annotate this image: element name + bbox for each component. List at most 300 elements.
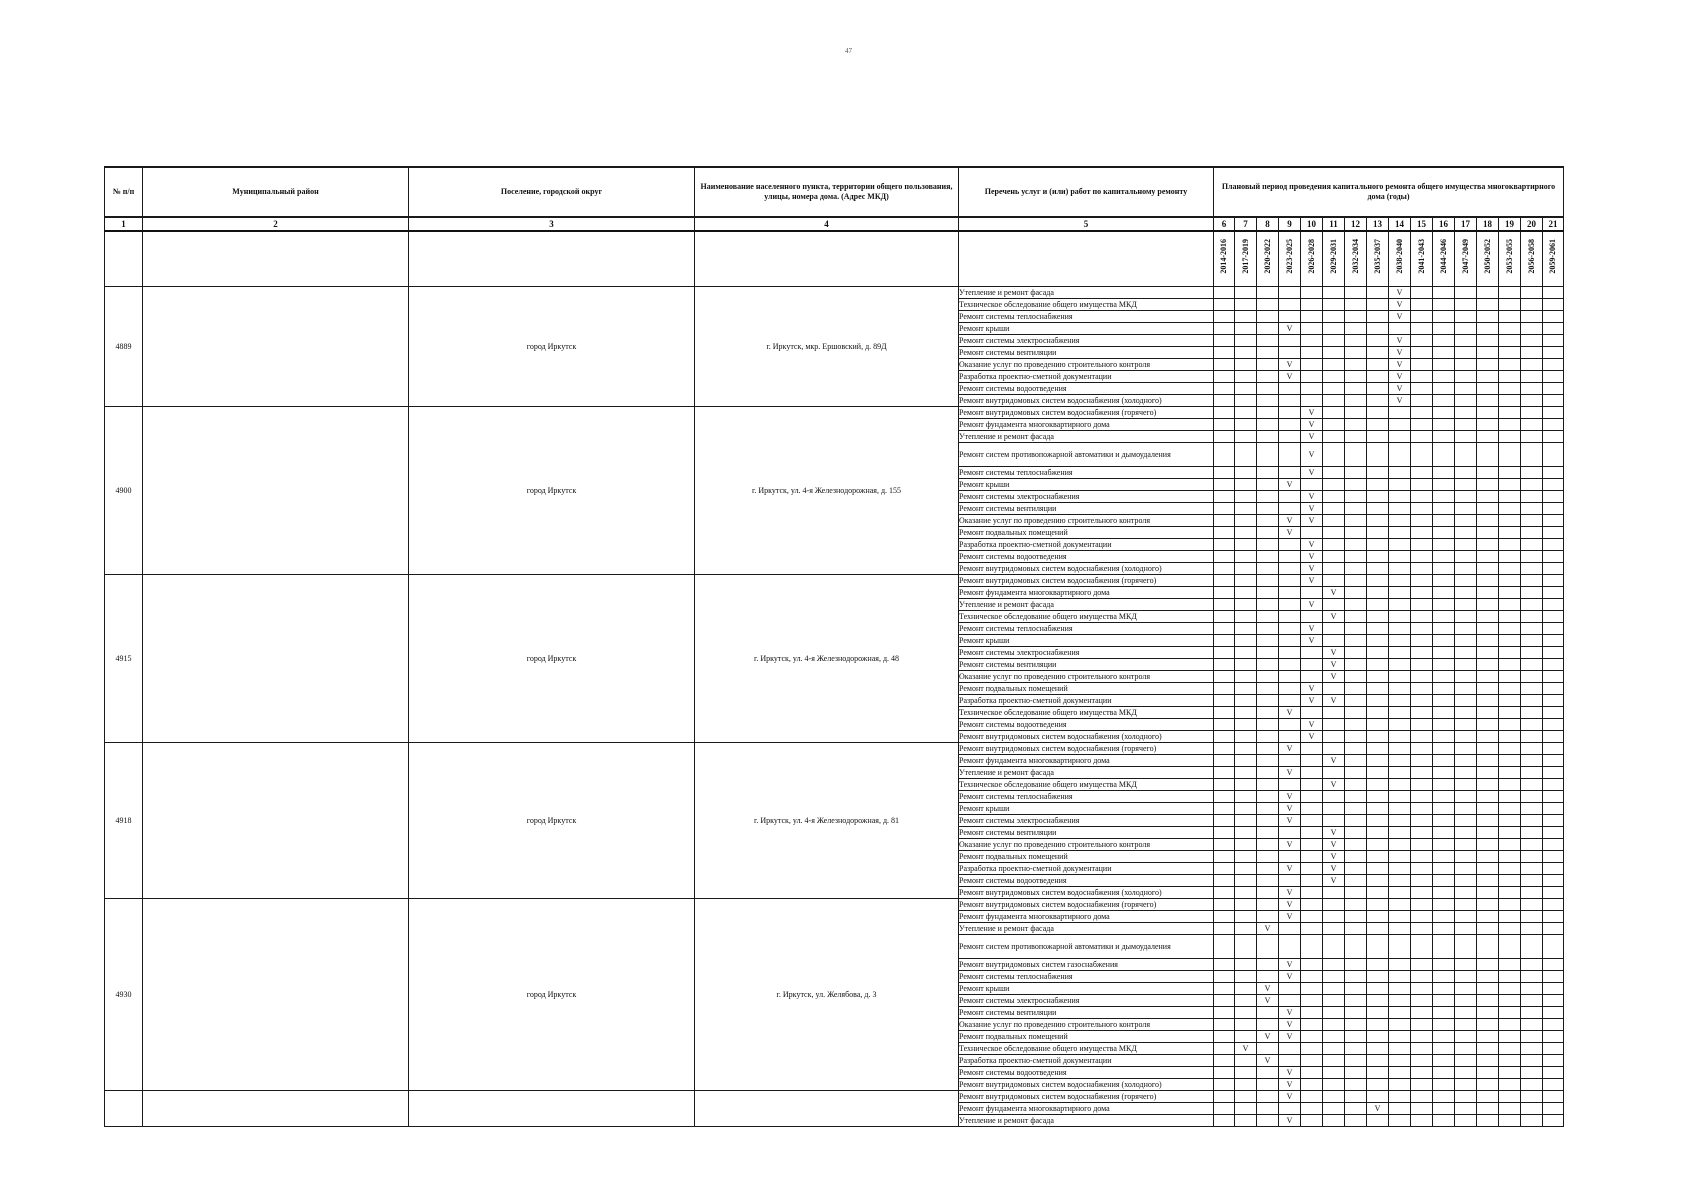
year-cell xyxy=(1433,347,1455,359)
year-cell xyxy=(1257,323,1279,335)
year-cell xyxy=(1389,395,1411,407)
year-cell xyxy=(1279,971,1301,983)
year-cell xyxy=(1367,959,1389,971)
year-cell xyxy=(1323,587,1345,599)
year-cell xyxy=(1235,779,1257,791)
year-cell xyxy=(1235,959,1257,971)
year-cell xyxy=(1235,467,1257,479)
year-cell xyxy=(1323,755,1345,767)
year-cell xyxy=(1543,311,1564,323)
year-label: 2041-2043 xyxy=(1416,239,1426,274)
year-cell xyxy=(1367,887,1389,899)
address-cell: г. Иркутск, мкр. Ершовский, д. 89Д xyxy=(695,287,959,407)
service-cell: Ремонт крыши xyxy=(959,803,1214,815)
year-cell xyxy=(1411,983,1433,995)
year-cell xyxy=(1323,479,1345,491)
year-cell xyxy=(1521,359,1543,371)
year-cell xyxy=(1279,503,1301,515)
year-cell xyxy=(1411,911,1433,923)
year-cell xyxy=(1543,1043,1564,1055)
year-cell xyxy=(1433,707,1455,719)
year-cell xyxy=(1345,791,1367,803)
year-cell xyxy=(1411,971,1433,983)
year-cell xyxy=(1323,599,1345,611)
year-cell xyxy=(1499,335,1521,347)
year-cell xyxy=(1367,875,1389,887)
year-cell xyxy=(1521,551,1543,563)
year-cell xyxy=(1235,971,1257,983)
year-cell xyxy=(1279,731,1301,743)
year-cell xyxy=(1477,971,1499,983)
year-cell xyxy=(1301,1055,1323,1067)
year-cell xyxy=(1433,371,1455,383)
year-cell xyxy=(1455,1043,1477,1055)
plan-mark: V xyxy=(1374,1104,1381,1113)
year-cell xyxy=(1235,983,1257,995)
year-cell xyxy=(1214,815,1235,827)
plan-mark: V xyxy=(1330,840,1337,849)
year-cell xyxy=(1499,371,1521,383)
year-cell xyxy=(1411,851,1433,863)
year-cell xyxy=(1235,1079,1257,1091)
year-cell xyxy=(1214,371,1235,383)
year-cell xyxy=(1301,695,1323,707)
year-cell xyxy=(1433,1031,1455,1043)
year-cell xyxy=(1499,539,1521,551)
year-cell xyxy=(1279,959,1301,971)
year-cell xyxy=(1455,875,1477,887)
year-cell xyxy=(1477,527,1499,539)
year-cell xyxy=(1521,935,1543,959)
service-cell: Ремонт системы теплоснабжения xyxy=(959,791,1214,803)
year-cell xyxy=(1367,299,1389,311)
year-cell xyxy=(1214,995,1235,1007)
year-cell xyxy=(1455,1019,1477,1031)
year-cell xyxy=(1477,803,1499,815)
year-cell xyxy=(1521,515,1543,527)
year-cell xyxy=(1499,359,1521,371)
year-cell xyxy=(1367,1091,1389,1103)
year-label: 2056-2058 xyxy=(1526,239,1536,274)
year-cell xyxy=(1389,791,1411,803)
year-cell xyxy=(1257,767,1279,779)
year-cell xyxy=(1433,503,1455,515)
year-cell xyxy=(1521,899,1543,911)
year-cell xyxy=(1235,731,1257,743)
year-cell xyxy=(1521,755,1543,767)
year-cell xyxy=(1389,659,1411,671)
year-cell xyxy=(1367,923,1389,935)
year-cell xyxy=(1543,791,1564,803)
year-cell xyxy=(1367,863,1389,875)
plan-mark: V xyxy=(1242,1044,1249,1053)
year-cell xyxy=(1521,827,1543,839)
service-cell: Оказание услуг по проведению строительного контроля xyxy=(959,1019,1214,1031)
year-cell xyxy=(1214,767,1235,779)
year-cell xyxy=(1389,767,1411,779)
year-cell xyxy=(1301,395,1323,407)
plan-mark: V xyxy=(1308,600,1315,609)
plan-mark: V xyxy=(1286,1080,1293,1089)
year-cell xyxy=(1301,887,1323,899)
year-cell xyxy=(1323,503,1345,515)
year-cell xyxy=(1279,299,1301,311)
year-cell xyxy=(1345,575,1367,587)
year-cell xyxy=(1301,827,1323,839)
year-cell xyxy=(1477,575,1499,587)
year-cell xyxy=(1411,479,1433,491)
year-cell xyxy=(1543,347,1564,359)
year-cell xyxy=(1214,899,1235,911)
year-cell xyxy=(1433,803,1455,815)
year-cell xyxy=(1345,1019,1367,1031)
year-cell xyxy=(1499,743,1521,755)
year-cell xyxy=(1455,335,1477,347)
year-cell xyxy=(1235,335,1257,347)
year-cell xyxy=(1411,1031,1433,1043)
column-number: 2 xyxy=(143,217,409,231)
address-cell xyxy=(695,1091,959,1127)
year-cell xyxy=(1477,323,1499,335)
year-header xyxy=(1279,231,1301,287)
year-cell xyxy=(1411,611,1433,623)
year-cell xyxy=(1323,299,1345,311)
record-number: 4930 xyxy=(105,899,143,1091)
service-cell: Ремонт внутридомовых систем водоснабжения (холодного) xyxy=(959,1079,1214,1091)
district-cell xyxy=(143,575,409,743)
service-cell: Ремонт фундамента многоквартирного дома xyxy=(959,419,1214,431)
year-cell xyxy=(1345,851,1367,863)
year-cell xyxy=(1521,503,1543,515)
year-cell xyxy=(1279,1019,1301,1031)
year-cell xyxy=(1411,827,1433,839)
year-cell xyxy=(1433,479,1455,491)
year-cell xyxy=(1499,1055,1521,1067)
year-cell xyxy=(1543,995,1564,1007)
year-cell xyxy=(1455,827,1477,839)
year-cell xyxy=(1433,1115,1455,1127)
year-cell xyxy=(1477,491,1499,503)
year-cell xyxy=(1389,407,1411,419)
year-cell xyxy=(1301,983,1323,995)
year-cell xyxy=(1499,383,1521,395)
year-cell xyxy=(1279,1115,1301,1127)
year-cell xyxy=(1301,323,1323,335)
year-label: 2038-2040 xyxy=(1394,239,1404,274)
year-cell xyxy=(1257,971,1279,983)
year-cell xyxy=(1323,995,1345,1007)
year-cell xyxy=(1543,671,1564,683)
year-cell xyxy=(1477,647,1499,659)
year-cell xyxy=(1477,791,1499,803)
year-cell xyxy=(1499,899,1521,911)
year-cell xyxy=(1433,299,1455,311)
year-cell xyxy=(1367,815,1389,827)
year-cell xyxy=(1323,1091,1345,1103)
year-cell xyxy=(1323,491,1345,503)
year-cell xyxy=(1455,683,1477,695)
year-cell xyxy=(1543,803,1564,815)
year-cell xyxy=(1323,1043,1345,1055)
year-cell xyxy=(1521,371,1543,383)
year-cell xyxy=(1499,551,1521,563)
year-cell xyxy=(1389,467,1411,479)
year-cell xyxy=(1214,1007,1235,1019)
year-cell xyxy=(1235,1007,1257,1019)
year-cell xyxy=(1345,299,1367,311)
year-cell xyxy=(1499,1067,1521,1079)
year-cell xyxy=(1279,671,1301,683)
year-cell xyxy=(1477,587,1499,599)
record-number xyxy=(105,1091,143,1127)
year-cell xyxy=(1235,443,1257,467)
year-cell xyxy=(1433,287,1455,299)
year-cell xyxy=(1214,779,1235,791)
year-cell xyxy=(1389,551,1411,563)
year-cell xyxy=(1477,743,1499,755)
year-cell xyxy=(1257,695,1279,707)
year-cell xyxy=(1477,287,1499,299)
year-cell xyxy=(1235,1019,1257,1031)
year-cell xyxy=(1323,875,1345,887)
year-cell xyxy=(1235,707,1257,719)
year-cell xyxy=(1214,827,1235,839)
year-cell xyxy=(1521,599,1543,611)
year-label: 2059-2061 xyxy=(1548,239,1557,274)
year-cell xyxy=(1411,743,1433,755)
year-cell xyxy=(1257,515,1279,527)
year-cell xyxy=(1257,983,1279,995)
year-cell xyxy=(1367,983,1389,995)
year-cell xyxy=(1389,599,1411,611)
year-cell xyxy=(1235,695,1257,707)
year-header xyxy=(1257,231,1279,287)
year-cell xyxy=(1477,851,1499,863)
year-cell xyxy=(1521,911,1543,923)
year-cell xyxy=(1214,755,1235,767)
year-cell xyxy=(1389,707,1411,719)
year-cell xyxy=(1214,407,1235,419)
year-cell xyxy=(1389,911,1411,923)
year-cell xyxy=(1301,347,1323,359)
year-cell xyxy=(1433,383,1455,395)
year-cell xyxy=(1214,971,1235,983)
year-cell xyxy=(1389,359,1411,371)
service-cell: Ремонт крыши xyxy=(959,635,1214,647)
year-cell xyxy=(1367,347,1389,359)
year-cell xyxy=(1323,791,1345,803)
year-cell xyxy=(1499,587,1521,599)
year-cell xyxy=(1433,887,1455,899)
year-cell xyxy=(1301,479,1323,491)
year-cell xyxy=(1455,635,1477,647)
year-cell xyxy=(1477,551,1499,563)
service-cell: Ремонт системы электроснабжения xyxy=(959,995,1214,1007)
year-cell xyxy=(1301,407,1323,419)
year-cell xyxy=(1521,299,1543,311)
year-label: 2035-2037 xyxy=(1372,239,1382,274)
year-cell xyxy=(1455,575,1477,587)
year-cell xyxy=(1521,383,1543,395)
year-cell xyxy=(1411,1067,1433,1079)
year-cell xyxy=(1235,755,1257,767)
year-cell xyxy=(1455,1007,1477,1019)
year-cell xyxy=(1543,479,1564,491)
year-cell xyxy=(1279,563,1301,575)
year-cell xyxy=(1543,659,1564,671)
table-row xyxy=(105,1091,1564,1103)
service-cell: Ремонт системы вентиляции xyxy=(959,659,1214,671)
year-cell xyxy=(1477,335,1499,347)
year-cell xyxy=(1279,683,1301,695)
service-cell: Оказание услуг по проведению строительного контроля xyxy=(959,839,1214,851)
year-cell xyxy=(1477,599,1499,611)
year-cell xyxy=(1455,983,1477,995)
district-cell xyxy=(143,287,409,407)
year-cell xyxy=(1323,1079,1345,1091)
year-cell xyxy=(1499,695,1521,707)
year-cell xyxy=(1257,911,1279,923)
year-cell xyxy=(1499,659,1521,671)
year-cell xyxy=(1214,839,1235,851)
year-cell xyxy=(1323,335,1345,347)
plan-mark: V xyxy=(1330,876,1337,885)
year-cell xyxy=(1235,827,1257,839)
year-cell xyxy=(1323,1067,1345,1079)
year-cell xyxy=(1323,647,1345,659)
table-body xyxy=(105,287,1564,1127)
service-cell: Ремонт фундамента многоквартирного дома xyxy=(959,587,1214,599)
year-cell xyxy=(1521,1043,1543,1055)
year-cell xyxy=(1345,287,1367,299)
year-cell xyxy=(1389,527,1411,539)
year-cell xyxy=(1455,1091,1477,1103)
year-cell xyxy=(1433,755,1455,767)
year-cell xyxy=(1367,767,1389,779)
service-cell: Ремонт внутридомовых систем водоснабжения (холодного) xyxy=(959,395,1214,407)
year-cell xyxy=(1301,995,1323,1007)
year-cell xyxy=(1323,899,1345,911)
year-cell xyxy=(1301,587,1323,599)
year-cell xyxy=(1389,971,1411,983)
year-cell xyxy=(1279,407,1301,419)
year-label: 2026-2028 xyxy=(1306,239,1316,274)
year-cell xyxy=(1345,335,1367,347)
column-number: 11 xyxy=(1323,217,1345,231)
service-cell: Ремонт систем противопожарной автоматики и дымоудаления xyxy=(959,935,1214,959)
year-cell xyxy=(1477,899,1499,911)
year-cell xyxy=(1214,983,1235,995)
year-cell xyxy=(1521,491,1543,503)
year-cell xyxy=(1433,983,1455,995)
year-cell xyxy=(1301,815,1323,827)
plan-mark: V xyxy=(1396,384,1403,393)
year-cell xyxy=(1411,431,1433,443)
year-cell xyxy=(1345,623,1367,635)
year-cell xyxy=(1367,839,1389,851)
year-cell xyxy=(1235,647,1257,659)
year-cell xyxy=(1257,659,1279,671)
plan-mark: V xyxy=(1308,624,1315,633)
year-cell xyxy=(1543,599,1564,611)
year-header xyxy=(1301,231,1323,287)
year-cell xyxy=(1235,719,1257,731)
year-cell xyxy=(1323,527,1345,539)
year-cell xyxy=(1235,743,1257,755)
year-cell xyxy=(1257,935,1279,959)
year-cell xyxy=(1235,383,1257,395)
year-cell xyxy=(1499,575,1521,587)
column-number: 12 xyxy=(1345,217,1367,231)
year-cell xyxy=(1279,1055,1301,1067)
year-cell xyxy=(1411,767,1433,779)
year-cell xyxy=(1499,431,1521,443)
year-cell xyxy=(1433,1055,1455,1067)
year-cell xyxy=(1367,383,1389,395)
year-cell xyxy=(1257,311,1279,323)
year-cell xyxy=(1214,323,1235,335)
plan-mark: V xyxy=(1286,1032,1293,1041)
year-cell xyxy=(1389,779,1411,791)
column-number: 9 xyxy=(1279,217,1301,231)
year-cell xyxy=(1367,527,1389,539)
year-cell xyxy=(1301,1079,1323,1091)
year-cell xyxy=(1367,743,1389,755)
year-cell xyxy=(1499,707,1521,719)
plan-mark: V xyxy=(1286,1116,1293,1125)
plan-mark: V xyxy=(1286,1068,1293,1077)
year-cell xyxy=(1521,1115,1543,1127)
year-cell xyxy=(1257,563,1279,575)
year-cell xyxy=(1345,383,1367,395)
year-cell xyxy=(1345,503,1367,515)
year-cell xyxy=(1214,1031,1235,1043)
plan-mark: V xyxy=(1330,696,1337,705)
year-cell xyxy=(1543,719,1564,731)
year-header xyxy=(1521,231,1543,287)
year-cell xyxy=(1455,1067,1477,1079)
plan-mark: V xyxy=(1286,912,1293,921)
year-cell xyxy=(1323,815,1345,827)
service-cell: Ремонт внутридомовых систем водоснабжения (холодного) xyxy=(959,887,1214,899)
service-cell: Ремонт подвальных помещений xyxy=(959,527,1214,539)
year-cell xyxy=(1367,731,1389,743)
year-cell xyxy=(1279,719,1301,731)
year-cell xyxy=(1257,1103,1279,1115)
year-cell xyxy=(1367,779,1389,791)
year-cell xyxy=(1367,551,1389,563)
year-cell xyxy=(1499,791,1521,803)
service-cell: Ремонт системы водоотведения xyxy=(959,1067,1214,1079)
year-cell xyxy=(1543,1055,1564,1067)
service-cell: Ремонт подвальных помещений xyxy=(959,851,1214,863)
year-cell xyxy=(1257,467,1279,479)
year-cell xyxy=(1433,731,1455,743)
year-cell xyxy=(1323,779,1345,791)
year-cell xyxy=(1433,791,1455,803)
service-cell: Утепление и ремонт фасада xyxy=(959,599,1214,611)
year-cell xyxy=(1214,791,1235,803)
year-cell xyxy=(1389,647,1411,659)
column-number: 14 xyxy=(1389,217,1411,231)
year-cell xyxy=(1323,347,1345,359)
year-cell xyxy=(1521,1103,1543,1115)
service-cell: Ремонт системы вентиляции xyxy=(959,1007,1214,1019)
year-cell xyxy=(1367,1031,1389,1043)
year-cell xyxy=(1499,731,1521,743)
year-cell xyxy=(1257,443,1279,467)
year-cell xyxy=(1477,419,1499,431)
